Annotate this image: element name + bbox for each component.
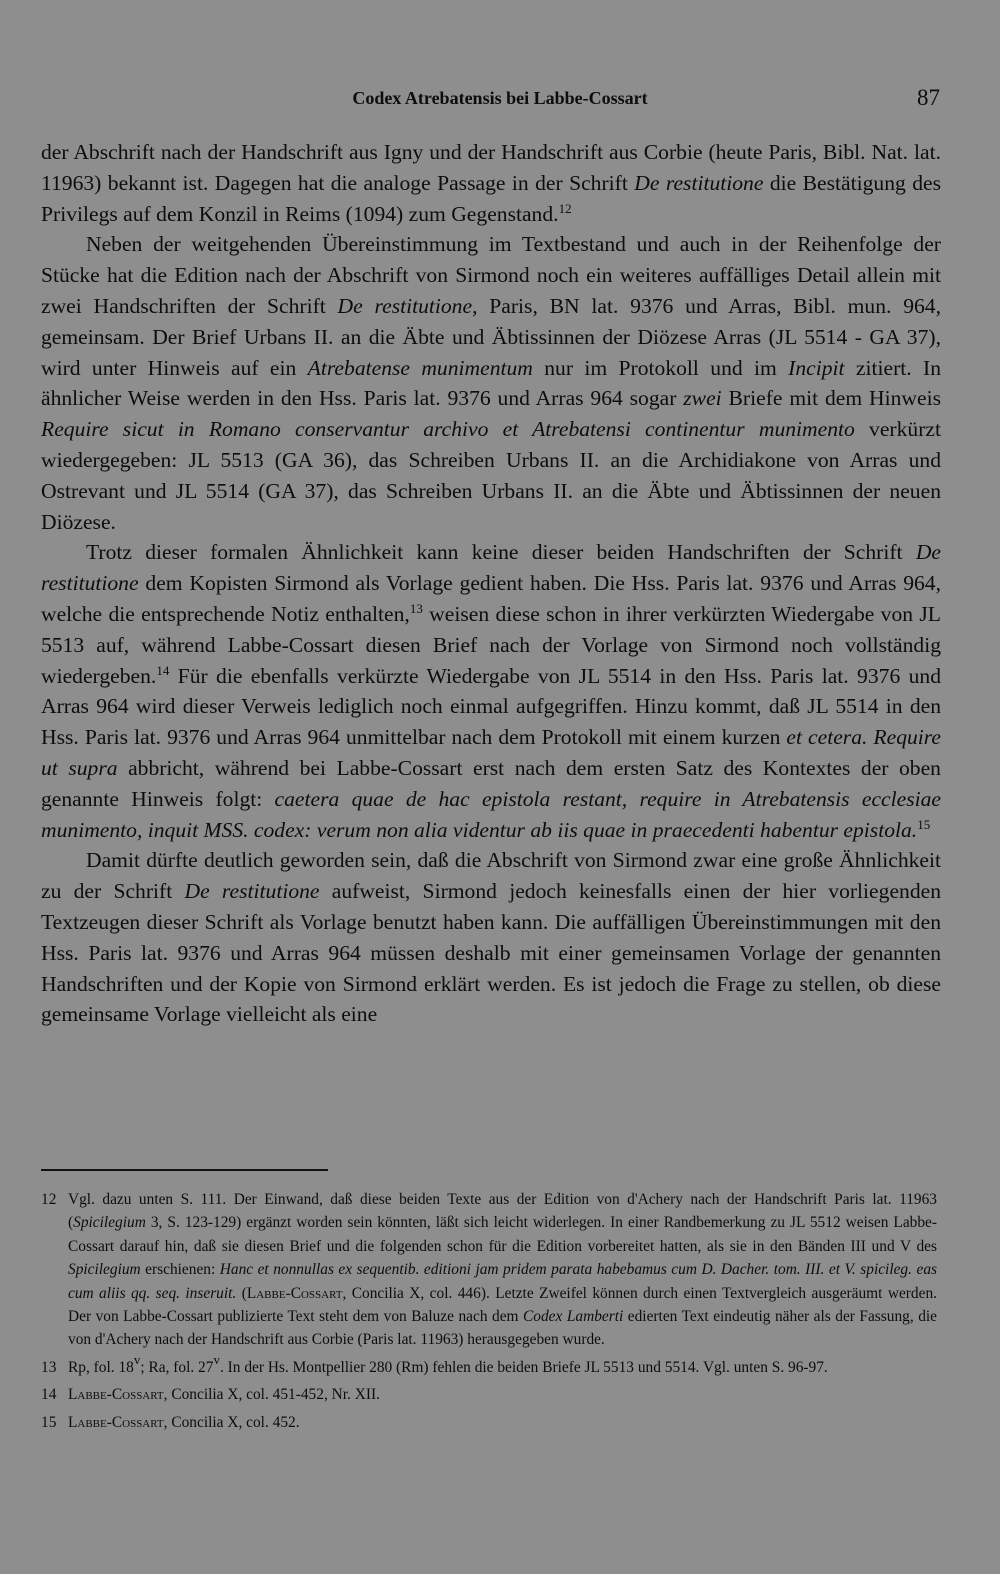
text-run: Damit dürfte deutlich geworden sein, daß die Abschrift von Sirmond zwar eine große Ähnlichkeit zu der Schrift bbox=[41, 848, 941, 904]
footnote-14 bbox=[41, 1383, 937, 1406]
text-run: weisen diese schon in ihrer verkürzten Wiedergabe von JL 5513 auf, während Labbe-Cossart diesen Brief nach der Vorlage von Sirmond noch vollständig wiedergeben. bbox=[41, 601, 941, 688]
text-run: verkürzt wiedergegeben: JL 5513 (GA 36), das Schreiben Urbans II. an die Archidiakone von Arras und Ostrevant und JL 5514 (GA 37), das Schreiben Urbans II. an die Äbte und Äbtissinnen der neuen Diözese. bbox=[41, 417, 941, 534]
italic-phrase: zwei bbox=[683, 386, 722, 411]
footnote-text bbox=[68, 1188, 937, 1352]
italic-phrase: et cetera. Require ut supra bbox=[41, 725, 941, 780]
text-run: edierten Text eindeutig näher als der Fassung, die von d'Achery nach der Handschrift aus Corbie (Paris lat. 11963) herausgegeben wurde. bbox=[68, 1308, 938, 1349]
footnote-number: 15 bbox=[41, 1413, 57, 1431]
text-run: aufweist, Sirmond jedoch keinesfalls einen der hier vorliegenden Textzeugen dieser Schrift als Vorlage benutzt haben kann. Die auffälligen Übereinstimmungen mit den Hss. Paris lat. 9376 und Arras 964 müssen deshalb mit einer gemeinsamen Vorlage der genannten Handschriften und der Kopie von Sirmond erklärt werden. Es ist jedoch die Frage zu stellen, ob diese gemeinsame Vorlage vielleicht als eine bbox=[41, 879, 942, 1027]
text-run: , Paris, BN lat. 9376 und Arras, Bibl. mun. 964, gemeinsam. Der Brief Urbans II. an die Äbte und Äbtissinnen der Diözese Arras (JL 5514 - GA 37), wird unter Hinweis auf ein bbox=[41, 293, 941, 380]
italic-title: De restitutione bbox=[337, 293, 473, 318]
footnote-number: 13 bbox=[41, 1358, 57, 1376]
text-run: , Concilia X, col. 446). Letzte Zweifel können durch einen Textvergleich ausgeräumt werden. Der von Labbe-Cossart publizierte Text steht dem von Baluze nach dem bbox=[68, 1284, 937, 1326]
text-run: 3, S. 123-129) ergänzt worden sein könnten, läßt sich leicht widerlegen. In einer Randbemerkung zu JL 5512 weisen Labbe-Cossart darauf hin, daß sie diesen Brief und die folgenden schon für die Edition vorbereitet hatten, als sie in den Bänden III und V des bbox=[68, 1214, 937, 1255]
text-run: der Abschrift nach der Handschrift aus Igny und der Handschrift aus Corbie (heute Paris, Bibl. Nat. lat. 11963) bekannt ist. Dagegen hat die analoge Passage in der Schrift bbox=[41, 140, 941, 195]
paragraph-3 bbox=[41, 537, 941, 845]
text-run: , Concilia X, col. 452. bbox=[163, 1413, 300, 1431]
text-run: , Concilia X, col. 451-452, Nr. XII. bbox=[163, 1386, 380, 1404]
running-title: Codex Atrebatensis bei Labbe-Cossart bbox=[352, 88, 648, 108]
footnote-text bbox=[68, 1411, 937, 1434]
page-number: 87 bbox=[917, 85, 940, 110]
italic-title: Spicilegium bbox=[73, 1214, 146, 1232]
text-run: Für die ebenfalls verkürzte Wiedergabe von JL 5514 in den Hss. Paris lat. 9376 und Arras 964 wird dieser Verweis lediglich noch einmal aufgegriffen. Hinzu kommt, daß JL 5514 in den Hss. Paris lat. 9376 und Arras 964 unmittelbar nach dem Protokoll mit einem kurzen bbox=[41, 663, 941, 750]
paragraph-2 bbox=[41, 229, 941, 537]
footnote-ref-12[interactable]: 12 bbox=[558, 200, 572, 216]
author-name: Labbe-Cossart bbox=[68, 1386, 164, 1404]
verso-mark: v bbox=[213, 1351, 220, 1367]
italic-phrase: Incipit bbox=[788, 355, 845, 380]
footnote-ref-14[interactable]: 14 bbox=[156, 662, 170, 678]
text-run: ( bbox=[236, 1284, 247, 1302]
text-run: Neben der weitgehenden Übereinstimmung im Textbestand und auch in der Reihenfolge der Stücke hat die Edition nach der Abschrift von Sirmond noch ein weiteres auffälliges Detail allein mit zwei Handschriften der Schrift bbox=[41, 232, 941, 318]
author-name: Labbe-Cossart bbox=[68, 1413, 164, 1431]
footnote-number: 14 bbox=[41, 1386, 57, 1404]
text-run: Vgl. dazu unten S. 111. Der Einwand, daß diese beiden Texte aus der Edition von d'Achery nach der Handschrift Paris lat. 11963 ( bbox=[68, 1191, 937, 1232]
running-head bbox=[0, 85, 1000, 116]
paragraph-4 bbox=[41, 845, 941, 1030]
italic-title: Spicilegium bbox=[68, 1261, 141, 1279]
italic-phrase: Atrebatense munimentum bbox=[307, 355, 533, 380]
italic-title: De restitutione bbox=[41, 540, 941, 596]
footnote-15 bbox=[41, 1411, 937, 1434]
footnotes bbox=[41, 1188, 937, 1438]
footnote-text bbox=[68, 1351, 937, 1379]
italic-quote: Require sicut in Romano conservantur archivo et Atrebatensi continentur munimento bbox=[41, 417, 855, 442]
italic-title: De restitutione bbox=[634, 170, 764, 195]
text-run: . In der Hs. Montpellier 280 (Rm) fehlen die beiden Briefe JL 5513 und 5514. Vgl. unten S. 96-97. bbox=[219, 1358, 828, 1376]
text-run: dem Kopisten Sirmond als Vorlage gedient haben. Die Hss. Paris lat. 9376 und Arras 964, welche die entsprechende Notiz enthalten, bbox=[41, 571, 941, 626]
footnote-ref-15[interactable]: 15 bbox=[917, 816, 931, 832]
verso-mark: v bbox=[133, 1351, 141, 1367]
text-run: abbricht, während bei Labbe-Cossart erst nach dem ersten Satz des Kontextes der oben genannte Hinweis folgt: bbox=[41, 755, 941, 811]
footnote-separator bbox=[41, 1169, 328, 1171]
italic-title: Codex Lamberti bbox=[523, 1308, 624, 1326]
text-run: Rp, fol. 18 bbox=[68, 1358, 134, 1376]
paragraph-1 bbox=[41, 137, 941, 229]
italic-quote: Hanc et nonnullas ex sequentib. editioni jam pridem parata habebamus cum D. Dacher. tom. III. et V. spicileg. eas cum aliis qq. seq. inseruit. bbox=[68, 1261, 937, 1302]
text-run: Briefe mit dem Hinweis bbox=[721, 386, 941, 411]
text-run: die Bestätigung des Privilegs auf dem Konzil in Reims (1094) zum Gegenstand. bbox=[41, 170, 942, 226]
footnote-text bbox=[68, 1383, 937, 1406]
footnote-12 bbox=[41, 1188, 937, 1352]
text-run: nur im Protokoll und im bbox=[532, 355, 789, 380]
body-text bbox=[41, 137, 941, 1030]
text-run: ; Ra, fol. 27 bbox=[140, 1358, 214, 1376]
text-run: Trotz dieser formalen Ähnlichkeit kann keine dieser beiden Handschriften der Schrift bbox=[86, 540, 916, 565]
italic-quote: caetera quae de hac epistola restant, require in Atrebatensis ecclesiae munimento, inquit MSS. codex: verum non alia videntur ab iis quae in praecedenti habentur epistola. bbox=[41, 786, 941, 842]
footnote-ref-13[interactable]: 13 bbox=[409, 600, 423, 616]
text-run: zitiert. In ähnlicher Weise werden in den Hss. Paris lat. 9376 und Arras 964 sogar bbox=[41, 355, 941, 411]
italic-title: De restitutione bbox=[184, 879, 320, 904]
footnote-number: 12 bbox=[41, 1191, 57, 1208]
text-run: erschienen: bbox=[140, 1261, 220, 1279]
author-name: Labbe-Cossart bbox=[246, 1284, 343, 1302]
footnote-13 bbox=[41, 1351, 937, 1379]
